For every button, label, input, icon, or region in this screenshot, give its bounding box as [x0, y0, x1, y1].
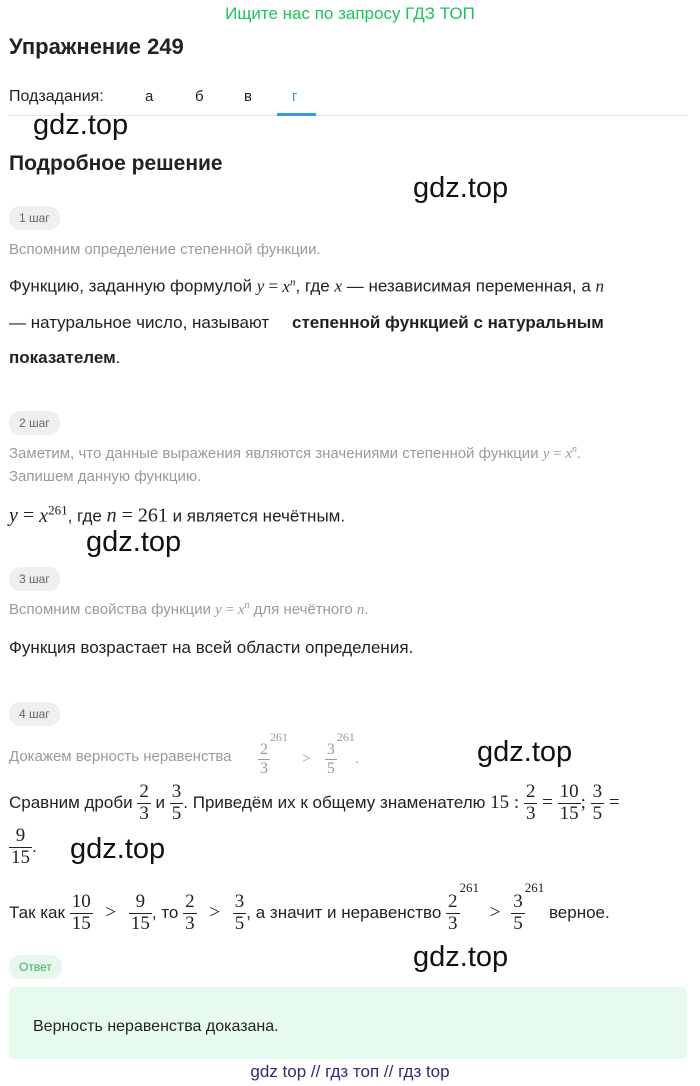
watermark: gdz.top [86, 526, 182, 558]
step-hint: Докажем верность неравенства [9, 748, 232, 765]
footer-links[interactable]: gdz top // гдз топ // гдз top [250, 1062, 450, 1081]
step-text: $y = x^{261}$, где n = 261 и является нечётным. [9, 502, 346, 527]
watermark: gdz.top [33, 109, 129, 141]
watermark: gdz.top [477, 736, 573, 768]
tab-subtask-g[interactable]: г [292, 88, 298, 105]
step-text: Функцию, заданную формулой $y = x^n$, где x — независимая переменная, а n [9, 276, 605, 296]
step-text: Функция возрастает на всей области определения. [9, 638, 414, 657]
step-hint: Вспомним свойства функции $y = x^n$ для нечётного n. [9, 600, 369, 618]
tab-subtask-v[interactable]: в [244, 88, 252, 105]
watermark: gdz.top [413, 172, 509, 204]
step-bold-term: степенной функцией с натуральным [292, 313, 604, 332]
step-hint: Запишем данную функцию. [9, 468, 202, 485]
active-tab-indicator [277, 113, 316, 116]
step-text: — натуральное число, называют [9, 313, 270, 332]
step-hint: Вспомним определение степенной функции. [9, 241, 321, 258]
step-badge: 4 шаг [9, 702, 60, 726]
watermark: gdz.top [413, 941, 509, 973]
search-banner: Ищите нас по запросу ГДЗ ТОП [225, 4, 475, 23]
answer-badge: Ответ [9, 955, 62, 979]
solution-heading: Подробное решение [9, 152, 223, 175]
step-text: $\frac{9}{15}$ . [11, 825, 37, 868]
step-badge: 2 шаг [9, 411, 60, 435]
step-hint-formula: $\frac{2}{3}$ $^{261}$ > $\frac{3}{5}$ $^{261}$. [260, 730, 359, 777]
step-badge: 1 шаг [9, 206, 60, 230]
answer-text: Верность неравенства доказана. [33, 1018, 279, 1035]
step-text: Сравним дроби $\frac{2}{3}$ и $\frac{3}{5}$ . Приведём их к общему знаменателю 15 : $\frac{2}{3}$ = $\frac{10}{15}$ ; $\frac{3}{5}$ = [9, 781, 620, 824]
tab-subtask-b[interactable]: б [195, 88, 204, 105]
page-title: Упражнение 249 [9, 34, 184, 59]
step-bold-term-cont: показателем. [9, 348, 121, 367]
step-badge: 3 шаг [9, 567, 60, 591]
math-formula: y [256, 276, 265, 296]
watermark: gdz.top [70, 833, 166, 865]
step-hint: Заметим, что данные выражения являются значениями степенной функции $y = x^n$. [9, 444, 582, 462]
tab-subtask-a[interactable]: а [145, 88, 154, 105]
subtasks-label: Подзадания: [9, 88, 104, 105]
step-text: Так как $\frac{10}{15}$ > $\frac{9}{15}$ , то $\frac{2}{3}$ > $\frac{3}{5}$ , а значит и неравенство $\frac{2}{3}$ $^{261}$ > $\frac{3}{5}$ $^{261}$ верное. [9, 880, 610, 935]
